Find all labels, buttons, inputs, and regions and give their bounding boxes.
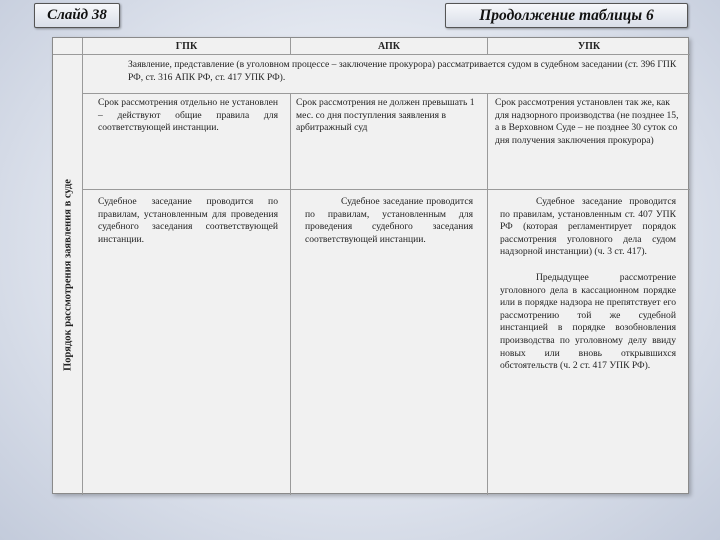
term-cell-upk: Срок рассмотрения установлен так же, как для надзорного производства (не позднее 15, а в Верховном Суде – не позднее 30 суток со дня получения заключения прокурора) xyxy=(488,94,690,190)
common-row-cell xyxy=(83,55,690,94)
slide-number-label: Слайд 38 xyxy=(47,7,107,23)
common-row-text: Заявление, представление (в уголовном процессе – заключение прокурора) рассматривается судом в судебном заседании (ст. 396 ГПК РФ, ст. 316 АПК РФ, ст. 417 УПК РФ). xyxy=(128,59,677,83)
term-cell-apk: Срок рассмотрения не должен превышать 1 мес. со дня поступления заявления в арбитражный суд xyxy=(291,94,488,190)
column-header-gpk: ГПК xyxy=(83,38,291,55)
session-upk-paragraph-1: Судебное заседание проводится по правилам, установленным ст. 407 УПК РФ (которая регламентирует порядок рассмотрения уголовного дела судом надзорной инстанции) (ч. 3 ст. 417). xyxy=(500,196,676,258)
column-header-apk: АПК xyxy=(291,38,488,55)
slide-title-badge xyxy=(445,3,688,28)
column-header-upk: УПК xyxy=(488,38,690,55)
table-corner-cell xyxy=(53,38,83,55)
term-cell-gpk: Срок рассмотрения отдельно не установлен – действуют общие правила для соответствующей инстанции. xyxy=(83,94,291,190)
session-cell-upk xyxy=(488,190,690,495)
session-upk-paragraph-2: Предыдущее рассмотрение уголовного дела в кассационном порядке или в порядке надзора не препятствует его рассмотрению той же судебной инстанцией в порядке возобновления производства по уголовному делу ввиду новых или вновь открывшихся обстоятельств (ч. 2 ст. 417 УПК РФ). xyxy=(500,271,676,372)
row-header-cell xyxy=(53,55,83,495)
row-header-label: Порядок рассмотрения заявления в суде xyxy=(62,179,74,371)
comparison-table xyxy=(52,37,689,494)
session-cell-gpk: Судебное заседание проводится по правилам, установленным для проведения судебного заседания соответствующей инстанции. xyxy=(83,190,291,495)
session-cell-apk: Судебное заседание проводится по правилам, установленным для проведения судебного заседания соответствующей инстанции. xyxy=(291,190,488,495)
slide-title: Продолжение таблицы 6 xyxy=(479,6,654,24)
slide-number-badge xyxy=(34,3,120,28)
